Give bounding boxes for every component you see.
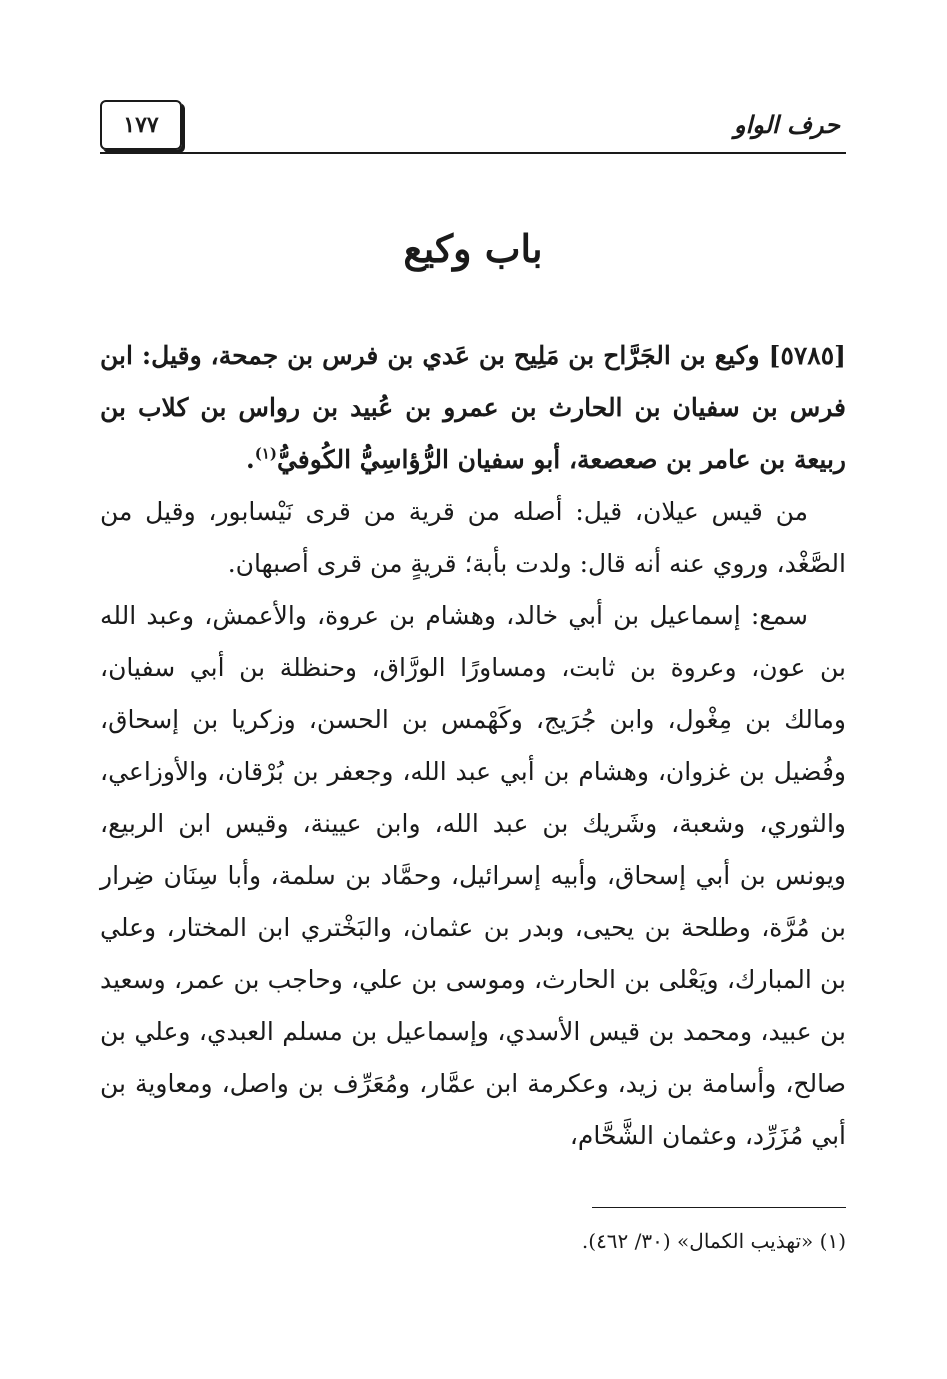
footnote-rule [592, 1207, 846, 1208]
entry-heading [100, 330, 846, 486]
biography-entry [100, 330, 846, 1162]
running-head: حرف الواو [734, 110, 840, 139]
footnote-marker: (١) [819, 1229, 846, 1253]
footnote-text: «تهذيب الكمال» (٣٠/ ٤٦٢). [581, 1229, 814, 1253]
footnote [100, 1226, 846, 1256]
paragraph-origin: من قيس عيلان، قيل: أصله من قرية من قرى نَيْسابور، وقيل من الصَّغْد، وروي عنه أنه قال: ولدت بأبة؛ قريةٍ من قرى أصبهان. [100, 497, 846, 578]
chapter-title: باب وكيع [403, 226, 543, 271]
entry-number: [٥٧٨٥] [768, 341, 846, 370]
header-rule [100, 152, 846, 154]
page-number: ١٧٧ [100, 100, 182, 150]
paragraph-teachers: سمع: إسماعيل بن أبي خالد، وهشام بن عروة، والأعمش، وعبد الله بن عون، وعروة بن ثابت، ومساورًا الورَّاق، وحنظلة بن أبي سفيان، ومالك بن مِغْول، وابن جُرَيج، وكَهْمس بن الحسن، وزكريا بن إسحاق، وفُضيل بن غزوان، وهشام بن أبي عبد الله، وجعفر بن بُرْقان، والأوزاعي، والثوري، وشعبة، وشَريك بن عبد الله، وابن عيينة، وقيس ابن الربيع، ويونس بن أبي إسحاق، وأبيه إسرائيل، وحمَّاد بن سلمة، وأبا سِنَان ضِرار بن مُرَّة، وطلحة بن يحيى، وبدر بن عثمان، والبَخْتري ابن المختار، وعلي بن المبارك، ويَعْلى بن الحارث، وموسى بن علي، وحاجب بن عمر، وسعيد بن عبيد، ومحمد بن قيس الأسدي، وإسماعيل بن مسلم العبدي، وعلي بن صالح، وأسامة بن زيد، وعكرمة ابن عمَّار، ومُعَرِّف بن واصل، ومعاوية بن أبي مُزَرِّد، وعثمان الشَّحَّام، [100, 601, 846, 1150]
page-header [100, 96, 846, 154]
entry-heading-text: وكيع بن الجَرَّاح بن مَلِيح بن عَدي بن فرس بن جمحة، وقيل: ابن فرس بن سفيان بن الحارث بن عمرو بن عُبيد بن رواس بن كلاب بن ربيعة بن عامر بن صعصعة، أبو سفيان الرُّؤاسِيُّ الكُوفيُّ [100, 341, 846, 474]
footnote-reference: (١) [254, 444, 277, 463]
entry-heading-end: . [245, 445, 255, 474]
